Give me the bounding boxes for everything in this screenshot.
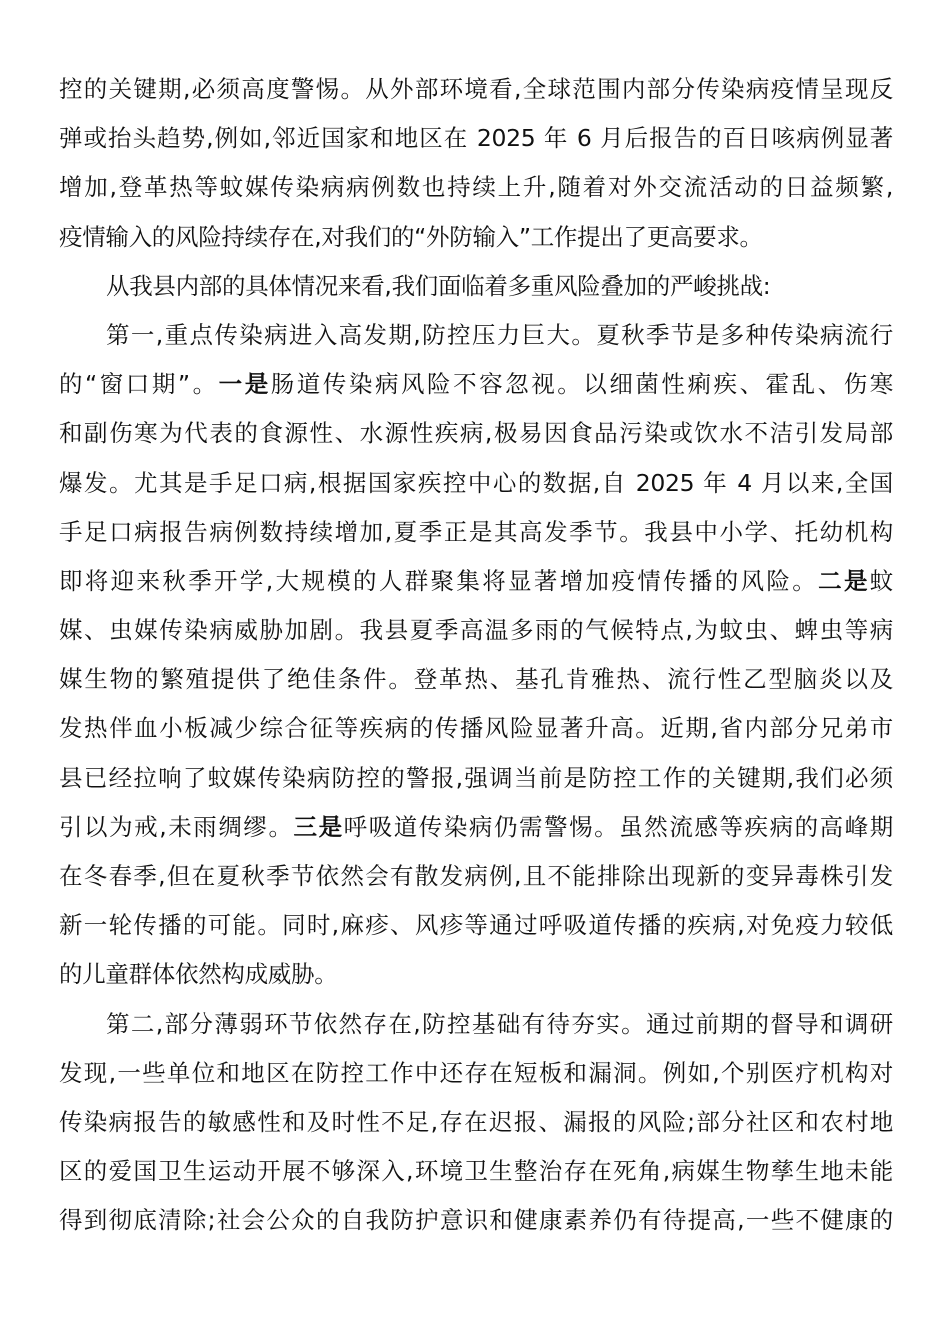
text-line	[59, 704, 893, 753]
text-line	[59, 803, 893, 852]
text-run: 呼吸道传染病仍需警惕。虽然流感等疾病的高峰期	[343, 812, 893, 841]
bold-marker: 三是	[293, 812, 344, 841]
text-line	[59, 901, 893, 950]
text-run: 县已经拉响了蚊媒传染病防控的警报,强调当前是防控工作的关键期,我们必须	[59, 763, 893, 792]
text-run: 第二,部分薄弱环节依然存在,防控基础有待夯实。通过前期的督导和调研	[106, 1009, 893, 1038]
text-run: 控的关键期,必须高度警惕。从外部环境看,全球范围内部分传染病疫情呈现反	[59, 75, 893, 103]
text-line	[59, 1147, 893, 1196]
text-line	[59, 1098, 893, 1147]
text-line	[59, 213, 893, 262]
text-run: 的“窗口期”。	[59, 370, 219, 399]
text-run: 手足口病报告病例数持续增加,夏季正是其高发季节。我县中小学、托幼机构	[59, 517, 893, 546]
text-run: 引以为戒,未雨绸缪。	[59, 812, 294, 841]
text-run: 得到彻底清除;社会公众的自我防护意识和健康素养仍有待提高,一些不健康的	[59, 1206, 893, 1235]
text-line	[59, 409, 893, 458]
text-run: 弹或抬头趋势,例如,邻近国家和地区在 2025 年 6 月后报告的百日咳病例显著	[59, 124, 893, 153]
bold-marker: 一是	[218, 370, 271, 399]
text-run: 即将迎来秋季开学,大规模的人群聚集将显著增加疫情传播的风险。	[59, 566, 819, 595]
text-run: 蚊	[869, 566, 893, 595]
text-run: 传染病报告的敏感性和及时性不足,存在迟报、漏报的风险;部分社区和农村地	[59, 1107, 893, 1136]
text-line	[59, 1049, 893, 1098]
text-line	[59, 655, 893, 704]
text-line	[59, 65, 893, 114]
text-run: 在冬春季,但在夏秋季节依然会有散发病例,且不能排除出现新的变异毒株引发	[59, 862, 893, 890]
text-run: 肠道传染病风险不容忽视。以细菌性痢疾、霍乱、伤寒	[270, 370, 893, 399]
text-run: 发现,一些单位和地区在防控工作中还存在短板和漏洞。例如,个别医疗机构对	[59, 1058, 893, 1087]
text-run: 和副伤寒为代表的食源性、水源性疾病,极易因食品污染或饮水不洁引发局部	[59, 419, 893, 448]
text-line	[59, 262, 893, 311]
text-line	[59, 1000, 893, 1049]
text-line	[59, 557, 893, 606]
text-run: 区的爱国卫生运动开展不够深入,环境卫生整治存在死角,病媒生物孳生地未能	[59, 1157, 893, 1186]
text-run: 新一轮传播的可能。同时,麻疹、风疹等通过呼吸道传播的疾病,对免疫力较低	[59, 911, 893, 940]
text-line	[59, 163, 893, 212]
text-line	[59, 1196, 893, 1245]
text-line	[59, 950, 893, 999]
text-line	[59, 508, 893, 557]
text-run: 的儿童群体依然构成威胁。	[59, 960, 338, 989]
text-line	[59, 606, 893, 655]
bold-marker: 二是	[818, 566, 870, 595]
text-run: 疫情输入的风险持续存在,对我们的“外防输入”工作提出了更高要求。	[59, 222, 763, 251]
text-line	[59, 360, 893, 409]
text-line	[59, 754, 893, 803]
document-body	[59, 65, 893, 1246]
text-line	[59, 311, 893, 360]
text-run: 第一,重点传染病进入高发期,防控压力巨大。夏秋季节是多种传染病流行	[106, 320, 893, 349]
text-run: 媒、虫媒传染病威胁加剧。我县夏季高温多雨的气候特点,为蚊虫、蜱虫等病	[59, 616, 893, 645]
text-run: 从我县内部的具体情况来看,我们面临着多重风险叠加的严峻挑战:	[106, 271, 771, 300]
text-line	[59, 114, 893, 163]
text-run: 增加,登革热等蚊媒传染病病例数也持续上升,随着对外交流活动的日益频繁,	[59, 173, 893, 202]
text-run: 发热伴血小板减少综合征等疾病的传播风险显著升高。近期,省内部分兄弟市	[59, 714, 893, 743]
text-line	[59, 459, 893, 508]
text-run: 媒生物的繁殖提供了绝佳条件。登革热、基孔肯雅热、流行性乙型脑炎以及	[59, 665, 893, 694]
text-line	[59, 852, 893, 901]
text-run: 爆发。尤其是手足口病,根据国家疾控中心的数据,自 2025 年 4 月以来,全国	[59, 468, 893, 497]
